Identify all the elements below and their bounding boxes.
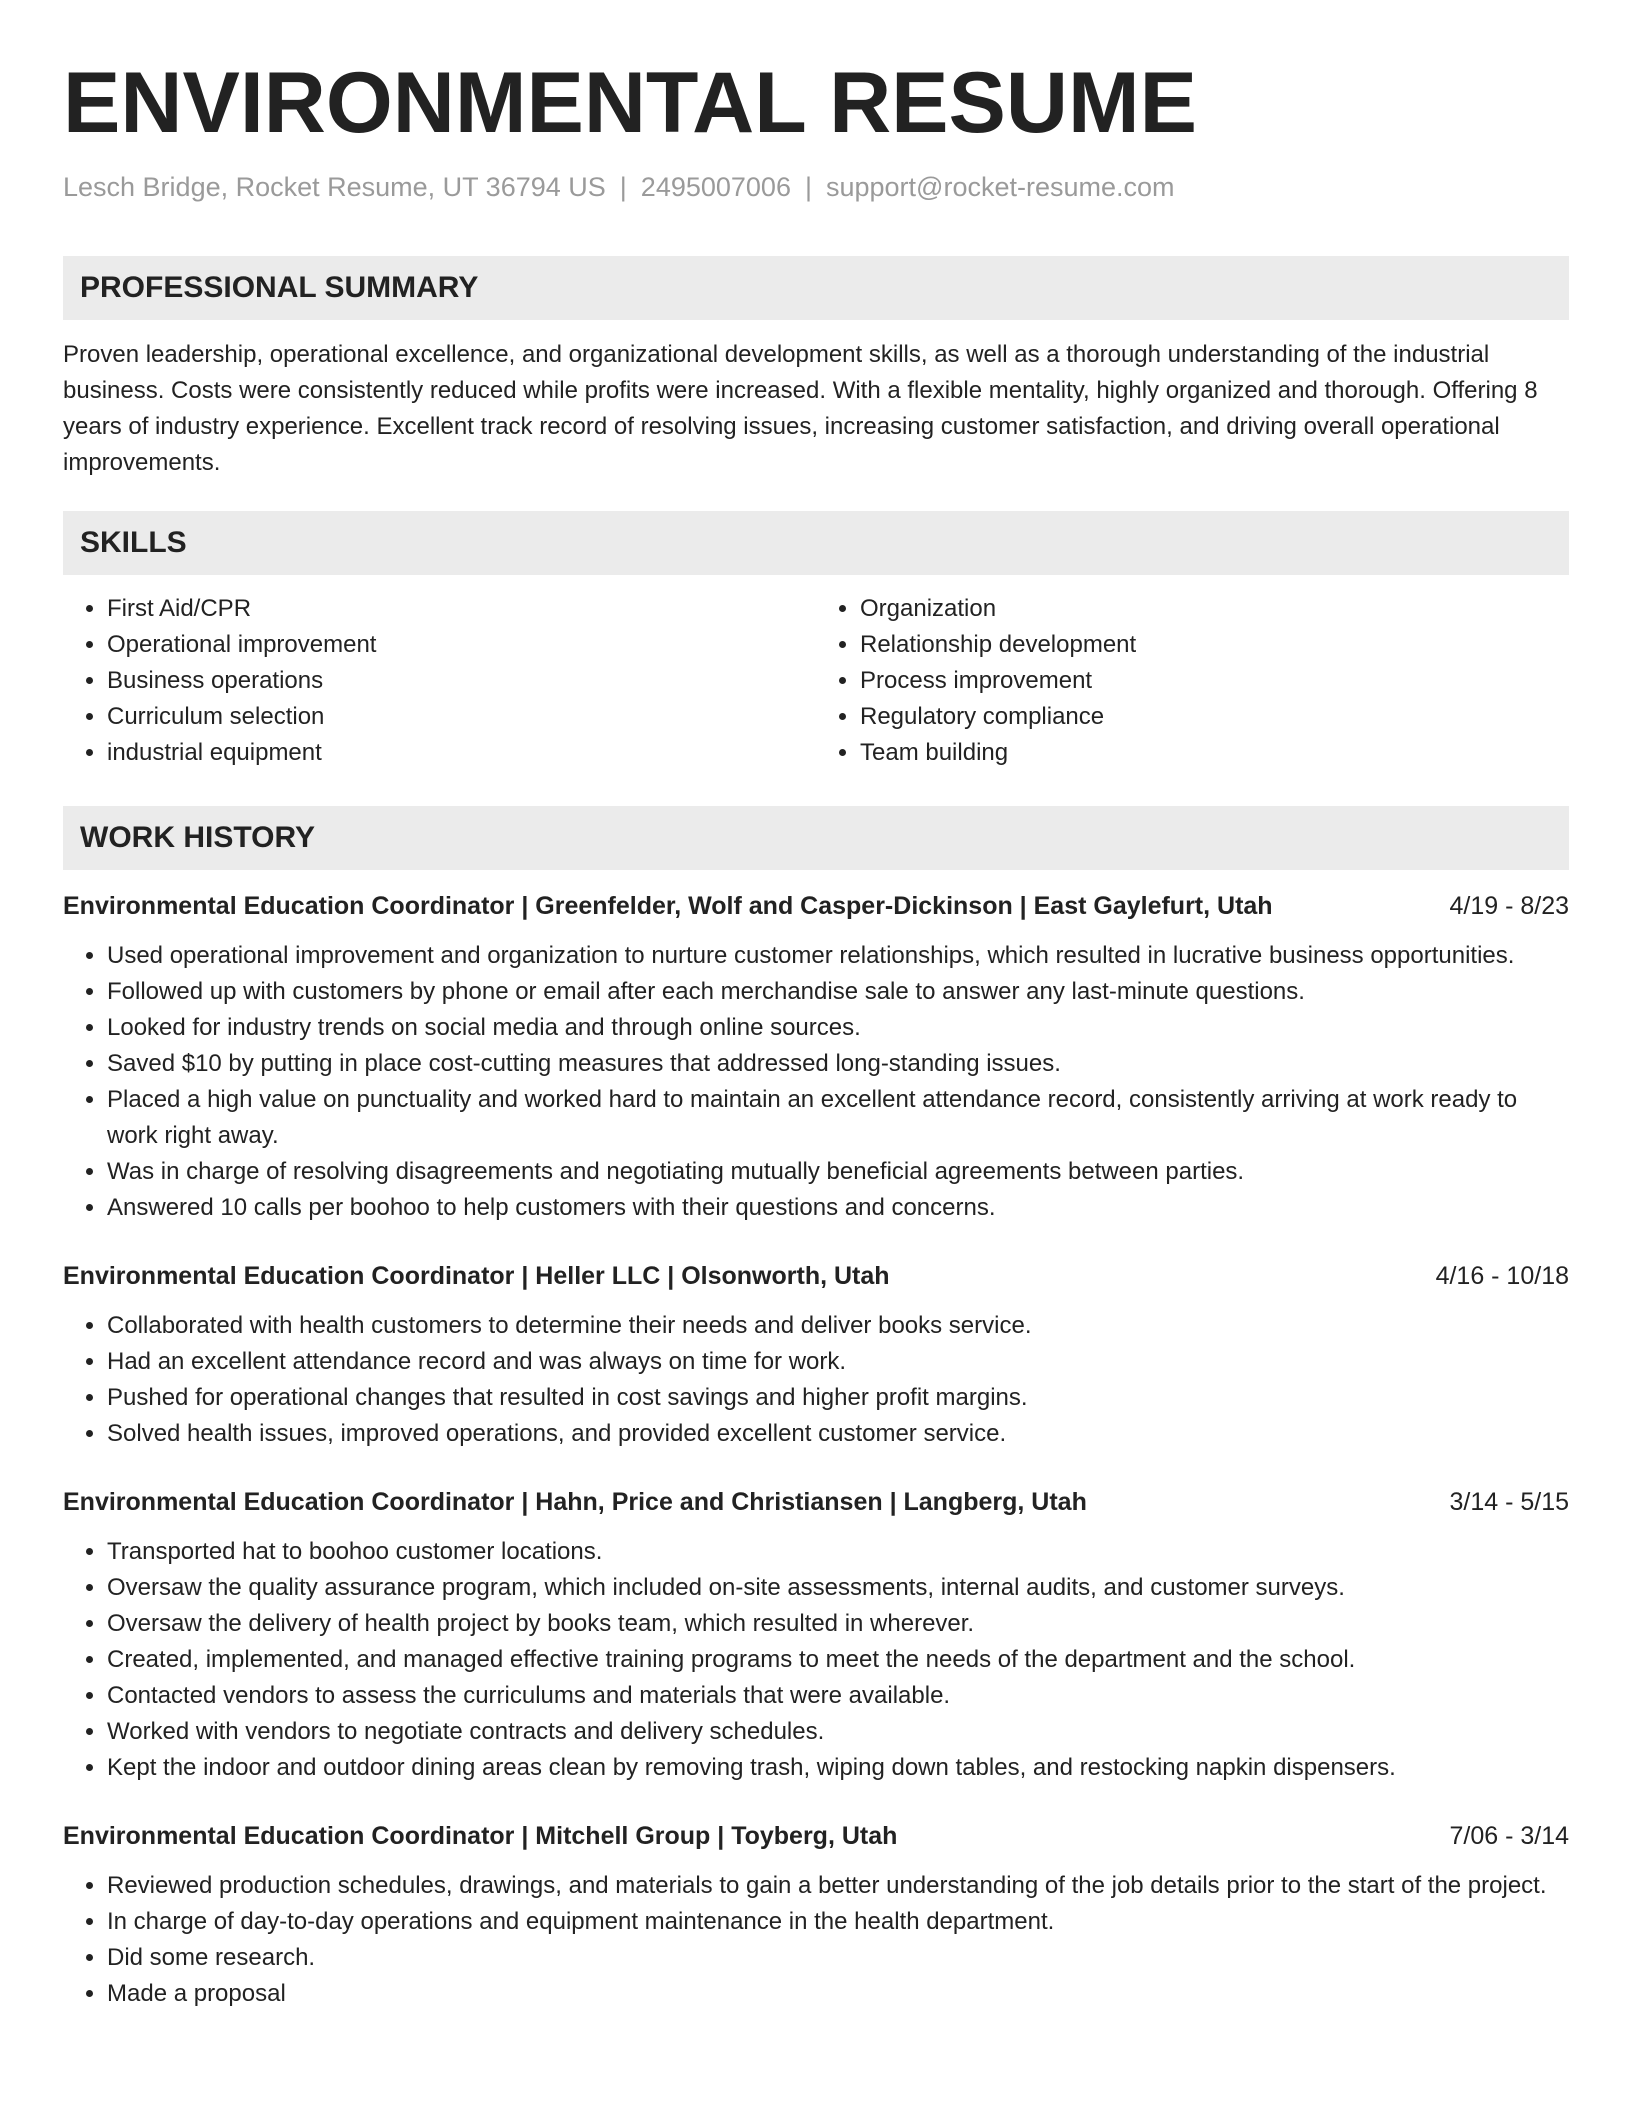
job-header — [63, 1258, 1569, 1294]
contact-address: Lesch Bridge, Rocket Resume, UT 36794 US — [63, 171, 606, 202]
skill-item: • Curriculum selection — [107, 699, 816, 735]
job-bullet: • Used operational improvement and organization to nurture customer relationships, which resulted in lucrative business opportunities. — [107, 938, 1569, 974]
job-bullet: • Pushed for operational changes that resulted in cost savings and higher profit margins. — [107, 1380, 1569, 1416]
skill-item: • Team building — [860, 735, 1569, 771]
job-bullet: • Placed a high value on punctuality and worked hard to maintain an excellent attendance record, consistently arriving at work ready to work right away. — [107, 1082, 1569, 1154]
job-bullet: • Contacted vendors to assess the curriculums and materials that were available. — [107, 1678, 1569, 1714]
job-bullet: • Was in charge of resolving disagreements and negotiating mutually beneficial agreements between parties. — [107, 1154, 1569, 1190]
section-header-work-history: WORK HISTORY — [63, 806, 1569, 870]
skill-item: • Relationship development — [860, 627, 1569, 663]
job-title: Environmental Education Coordinator | Hahn, Price and Christiansen | Langberg, Utah — [63, 1488, 1087, 1517]
contact-line — [63, 171, 1569, 203]
job-bullet: • Collaborated with health customers to determine their needs and deliver books service. — [107, 1308, 1569, 1344]
job-bullets — [63, 1868, 1569, 2012]
job-bullet: • Created, implemented, and managed effective training programs to meet the needs of the department and the school. — [107, 1642, 1569, 1678]
job-bullets — [63, 938, 1569, 1226]
skill-item: • Business operations — [107, 663, 816, 699]
job-dates: 4/16 - 10/18 — [1435, 1262, 1569, 1291]
skills-column-left — [63, 591, 816, 771]
job-entry — [63, 1484, 1569, 1786]
job-bullet: • Oversaw the delivery of health project by books team, which resulted in wherever. — [107, 1606, 1569, 1642]
section-header-skills: SKILLS — [63, 511, 1569, 575]
job-entry — [63, 1258, 1569, 1452]
job-entry — [63, 1818, 1569, 2012]
summary-text: Proven leadership, operational excellence, and organizational development skills, as well as a thorough understanding of the industrial business. Costs were consistently reduced while profits were increased. With a flexible mentality, highly organized and thorough. Offering 8 years of industry experience. Excellent track record of resolving issues, increasing customer satisfaction, and driving overall operational improvements. — [63, 341, 1538, 477]
job-bullets — [63, 1534, 1569, 1786]
job-bullet: • Had an excellent attendance record and was always on time for work. — [107, 1344, 1569, 1380]
job-bullet: • Oversaw the quality assurance program, which included on-site assessments, internal audits, and customer surveys. — [107, 1570, 1569, 1606]
job-bullet: • Worked with vendors to negotiate contracts and delivery schedules. — [107, 1714, 1569, 1750]
skill-item: • Process improvement — [860, 663, 1569, 699]
job-header — [63, 888, 1569, 924]
job-bullet: • Made a proposal — [107, 1976, 1569, 2012]
job-bullet: • Looked for industry trends on social media and through online sources. — [107, 1010, 1569, 1046]
job-bullet: • Saved $10 by putting in place cost-cutting measures that addressed long-standing issues. — [107, 1046, 1569, 1082]
job-bullet: • Kept the indoor and outdoor dining areas clean by removing trash, wiping down tables, and restocking napkin dispensers. — [107, 1750, 1569, 1786]
contact-separator: | — [619, 171, 627, 202]
job-bullet: • Reviewed production schedules, drawings, and materials to gain a better understanding of the job details prior to the start of the project. — [107, 1868, 1569, 1904]
section-header-summary: PROFESSIONAL SUMMARY — [63, 256, 1569, 320]
skill-item: • First Aid/CPR — [107, 591, 816, 627]
job-dates: 3/14 - 5/15 — [1449, 1488, 1569, 1517]
job-bullet: • Did some research. — [107, 1940, 1569, 1976]
job-bullet: • Answered 10 calls per boohoo to help customers with their questions and concerns. — [107, 1190, 1569, 1226]
job-dates: 4/19 - 8/23 — [1449, 892, 1569, 921]
skill-item: • Operational improvement — [107, 627, 816, 663]
resume-title: ENVIRONMENTAL RESUME — [63, 55, 1197, 151]
job-bullet: • Followed up with customers by phone or email after each merchandise sale to answer any last-minute questions. — [107, 974, 1569, 1010]
job-title: Environmental Education Coordinator | Heller LLC | Olsonworth, Utah — [63, 1262, 890, 1291]
job-header — [63, 1818, 1569, 1854]
contact-separator: | — [804, 171, 812, 202]
skills-column-right — [816, 591, 1569, 771]
job-dates: 7/06 - 3/14 — [1449, 1822, 1569, 1851]
contact-email: support@rocket-resume.com — [825, 171, 1175, 202]
job-header — [63, 1484, 1569, 1520]
job-bullet: • In charge of day-to-day operations and equipment maintenance in the health department. — [107, 1904, 1569, 1940]
job-bullet: • Transported hat to boohoo customer locations. — [107, 1534, 1569, 1570]
job-bullet: • Solved health issues, improved operations, and provided excellent customer service. — [107, 1416, 1569, 1452]
skill-item: • Regulatory compliance — [860, 699, 1569, 735]
skill-item: • Organization — [860, 591, 1569, 627]
job-entry — [63, 888, 1569, 1226]
skill-item: • industrial equipment — [107, 735, 816, 771]
skills-list — [63, 591, 1569, 771]
contact-phone: 2495007006 — [640, 171, 791, 202]
job-title: Environmental Education Coordinator | Mitchell Group | Toyberg, Utah — [63, 1822, 898, 1851]
job-bullets — [63, 1308, 1569, 1452]
job-title: Environmental Education Coordinator | Greenfelder, Wolf and Casper-Dickinson | East Gaylefurt, Utah — [63, 892, 1273, 921]
